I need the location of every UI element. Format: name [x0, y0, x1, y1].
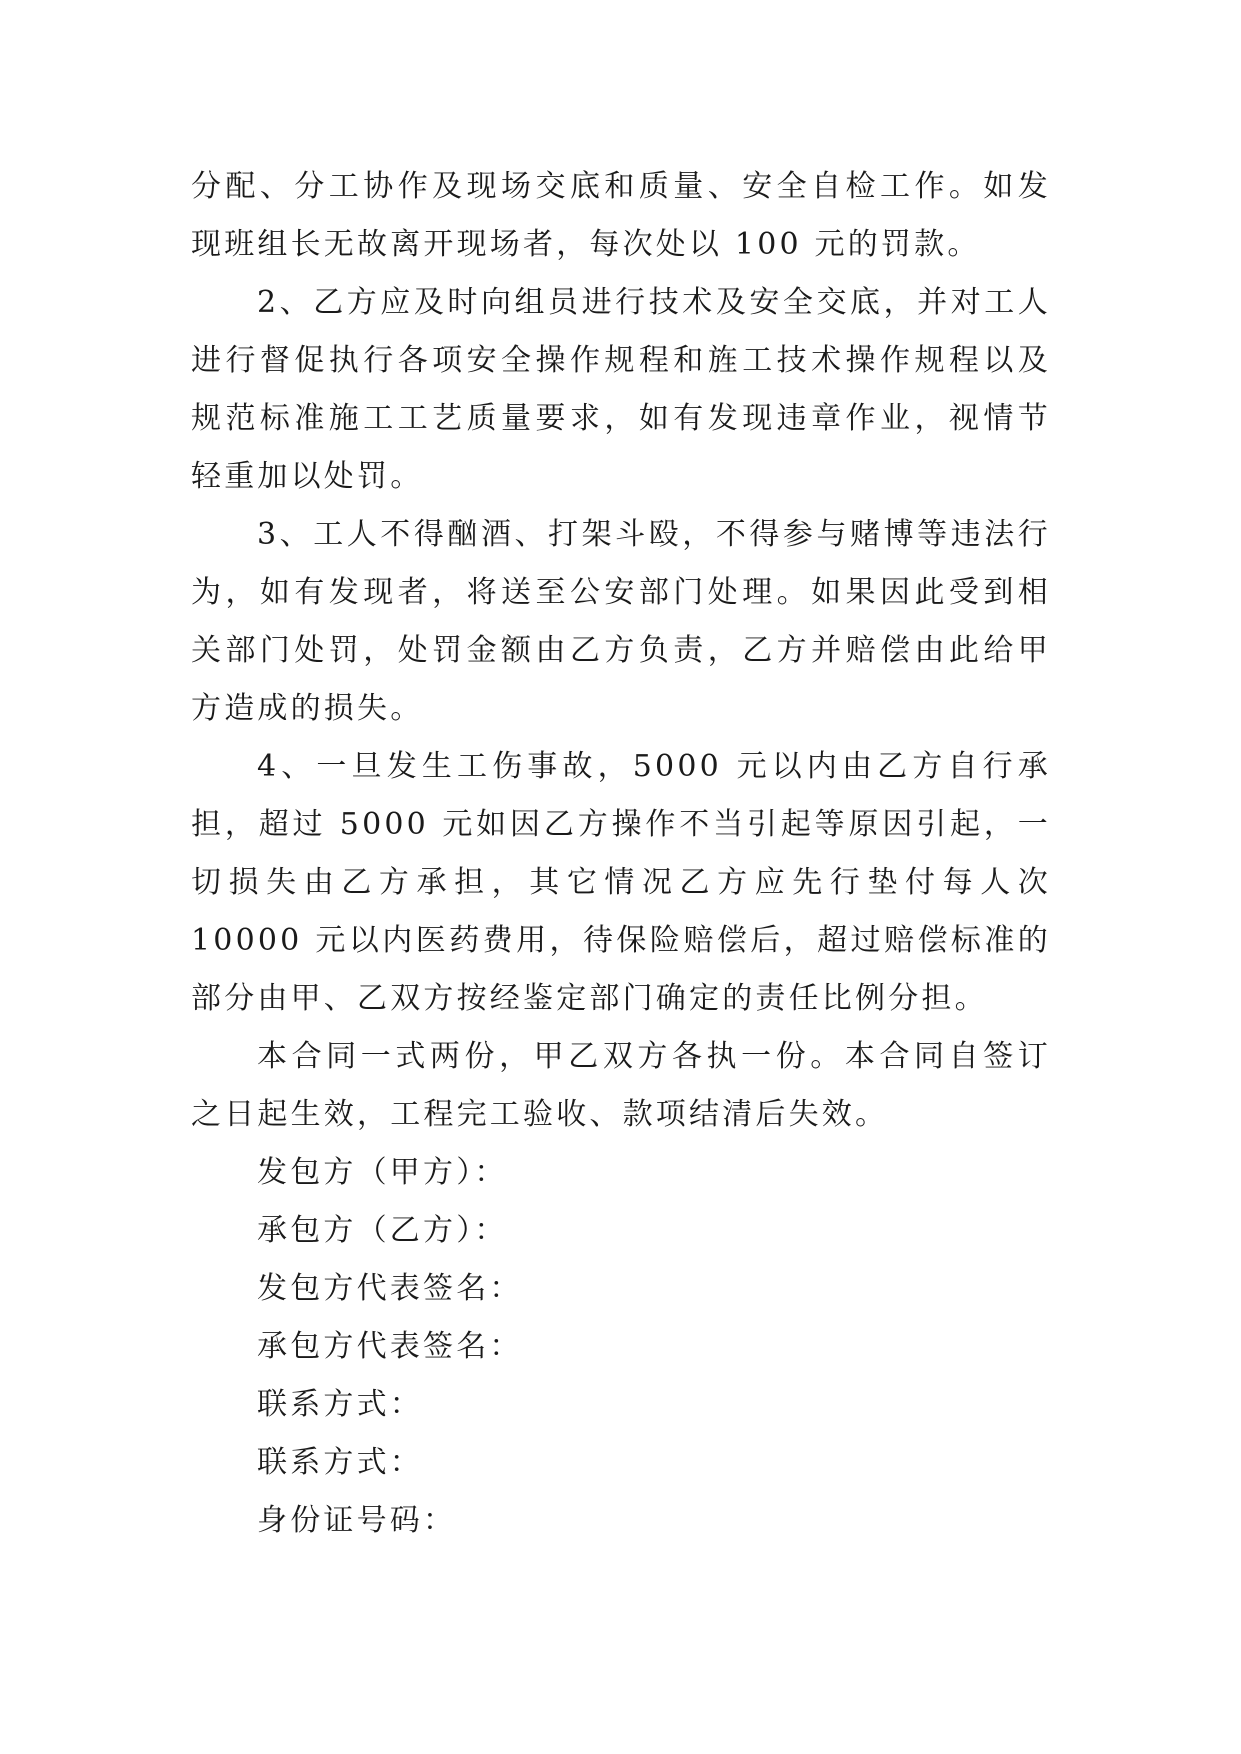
paragraph-contract-validity: 本合同一式两份，甲乙双方各执一份。本合同自签订之日起生效，工程完工验收、款项结清后失效。 — [191, 1039, 1051, 1132]
field-contractor: 承包方（乙方）： — [257, 1213, 508, 1248]
paragraph-clause-3-worker-conduct: 3、工人不得酗酒、打架斗殴，不得参与赌博等违法行为，如有发现者，将送至公安部门处理。如果因此受到相关部门处罚，处罚金额由乙方负责，乙方并赔偿由此给甲方造成的损失。 — [191, 517, 1051, 726]
field-contact-2: 联系方式： — [257, 1445, 423, 1480]
document-body — [191, 158, 1051, 1550]
field-employer-rep-signature: 发包方代表签名： — [257, 1271, 523, 1306]
paragraph-clause-4-work-injury: 4、一旦发生工伤事故，5000 元以内由乙方自行承担，超过 5000 元如因乙方操作不当引起等原因引起，一切损失由乙方承担，其它情况乙方应先行垫付每人次 10000 元以内医药费用，待保险赔偿后，超过赔偿标准的部分由甲、乙双方按经鉴定部门确定的责任比例分担。 — [191, 749, 1051, 1016]
paragraph-clause-2-safety-briefing: 2、乙方应及时向组员进行技术及安全交底，并对工人进行督促执行各项安全操作规程和旌工技术操作规程以及规范标准施工工艺质量要求，如有发现违章作业，视情节轻重加以处罚。 — [191, 285, 1051, 494]
field-contact-1: 联系方式： — [257, 1387, 423, 1422]
field-contractor-rep-signature: 承包方代表签名： — [257, 1329, 523, 1364]
field-id-number: 身份证号码： — [257, 1503, 457, 1538]
field-employer: 发包方（甲方）： — [257, 1155, 508, 1190]
paragraph-team-leader-absence: 分配、分工协作及现场交底和质量、安全自检工作。如发现班组长无故离开现场者，每次处以 100 元的罚款。 — [191, 169, 1051, 262]
